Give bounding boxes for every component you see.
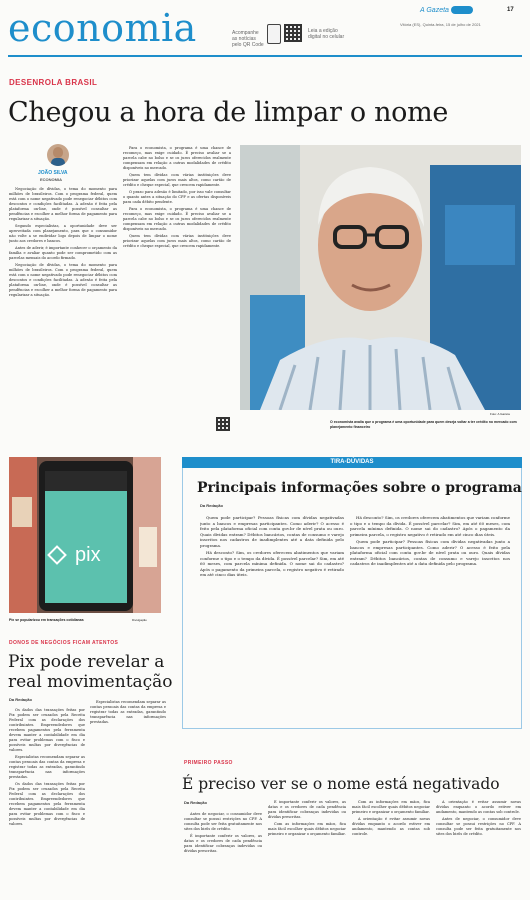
promo-text-2: Leia a edição digital no celular	[308, 28, 345, 40]
page-number: 17	[507, 7, 514, 13]
main-column-1	[9, 187, 117, 437]
bottom-column-2	[268, 800, 346, 900]
date-line: Vitória (ES), Quinta-feira, 15 de julho de 2021	[400, 22, 481, 27]
paragraph: Há desconto? Sim, os credores oferecem abatimentos que variam conforme o tipo e o tempo da dívida. É possível parcelar? Sim, em até 60 meses, com parcela mínima definida. O nome sai do cadastro? Após o pagamento da primeira parcela, o registro negativo é retirado em até cinco dias úteis.	[350, 515, 510, 537]
phone-icon	[267, 24, 281, 44]
pix-byline: Da Redação	[9, 697, 32, 702]
qr-code	[216, 417, 230, 431]
pix-column-1	[9, 708, 85, 900]
main-column-2	[123, 146, 231, 414]
paragraph: Os dados das transações feitas por Pix podem ser cruzados pela Receita Federal com as declarações dos contribuintes. Empreendedores que recebem pagamentos pela ferramenta devem manter a contabilidade em dia para evitar problemas com o fisco e possíveis multas por divergências de valores.	[9, 782, 85, 826]
paragraph: É importante conferir os valores, as datas e os credores de cada pendência para identificar cobranças indevidas ou dívidas prescritas.	[268, 800, 346, 819]
paragraph: Segundo especialistas, a oportunidade deve ser aproveitada com planejamento, para que o consumidor não volte a se endividar logo depois de limpar o nome junto aos credores e bancos.	[9, 224, 117, 243]
paragraph: Com as informações em mãos, fica mais fácil escolher quais débitos negociar primeiro e organizar o orçamento familiar.	[268, 822, 346, 836]
bottom-headline: É preciso ver se o nome está negativado	[182, 775, 500, 793]
paragraph: Quem tem dívidas com várias instituições deve priorizar aquelas com juros mais altos, como cartão de crédito e cheque especial, que crescem rapidamente.	[123, 234, 231, 248]
main-headline: Chegou a hora de limpar o nome	[8, 97, 449, 128]
bottom-column-3	[352, 800, 430, 900]
brand-badge-icon	[451, 6, 473, 14]
pix-photo-credit: Divulgação	[132, 618, 147, 622]
paragraph: Quem pode participar? Pessoas físicas com dívidas negativadas junto a bancos e empresas participantes. Como aderir? O acesso é feito pela plataforma oficial com conta gov.br de nível prata ou ouro. Quais dívidas entram? Débitos bancários, contas de consumo e varejo inscritos nos cadastros de inadimplentes até a data definida pelo programa.	[200, 515, 344, 548]
paragraph: Antes de aderir, é importante conhecer o orçamento da família e avaliar quanto pode ser comprometido com as parcelas mensais do acordo firmado.	[9, 246, 117, 260]
paragraph: Para o economista, o programa é uma chance de recomeço, mas exige cuidado. É preciso avaliar se a parcela cabe no bolso e se os juros oferecidos realmente compensam em relação a outras modalidades de crédito disponíveis no mercado.	[123, 207, 231, 231]
main-photo	[240, 145, 521, 410]
pix-kicker: DONOS DE NEGÓCIOS FICAM ATENTOS	[9, 640, 119, 646]
brand-name: A Gazeta	[420, 6, 449, 14]
paragraph: Negociação de dívidas, o tema do momento para milhões de brasileiros. Com o programa federal, quem está com o nome negativado pode renegociar débitos com descontos e condições facilitadas. A adesão é feita pela plataforma on-line, onde é possível consultar as pendências e escolher a melhor forma de pagamento para regularizar a situação.	[9, 187, 117, 221]
bottom-kicker: PRIMEIRO PASSO	[184, 760, 233, 766]
paragraph: Especialistas recomendam separar as contas pessoais das contas da empresa e registrar todas as entradas, garantindo transparência nas informações prestadas.	[90, 700, 166, 724]
paragraph: Com as informações em mãos, fica mais fácil escolher quais débitos negociar primeiro e organizar o orçamento familiar.	[352, 800, 430, 814]
paragraph: O prazo para adesão é limitado, por isso vale consultar o quanto antes a situação do CPF e as ofertas disponíveis para cada débito pendente.	[123, 190, 231, 204]
paragraph: Quem tem dívidas com várias instituições deve priorizar aquelas com juros mais altos, como cartão de crédito e cheque especial, que crescem rapidamente.	[123, 173, 231, 187]
paragraph: Os dados das transações feitas por Pix podem ser cruzados pela Receita Federal com as declarações dos contribuintes. Empreendedores que recebem pagamentos pela ferramenta devem manter a contabilidade em dia para evitar problemas com o fisco e possíveis multas por divergências de valores.	[9, 708, 85, 752]
author-name: JOÃO SILVA	[38, 170, 68, 176]
paragraph: Quem pode participar? Pessoas físicas com dívidas negativadas junto a bancos e empresas participantes. Como aderir? O acesso é feito pela plataforma oficial com conta gov.br de nível prata ou ouro. Quais dívidas entram? Débitos bancários, contas de consumo e varejo inscritos nos cadastros de inadimplentes até a data definida pelo programa.	[350, 539, 510, 566]
paragraph: É importante conferir os valores, as datas e os credores de cada pendência para identificar cobranças indevidas ou dívidas prescritas.	[184, 834, 262, 853]
main-photo-credit: Foto: A Gazeta	[490, 412, 510, 416]
pix-column-2	[90, 700, 166, 744]
bottom-column-1	[184, 812, 262, 900]
main-photo-caption: O economista avalia que o programa é uma oportunidade para quem deseja voltar a ter crédito no mercado com planejamento financeiro	[330, 420, 517, 429]
paragraph: A orientação é evitar assumir novas dívidas enquanto o acordo estiver em andamento, mantendo as contas sob controle.	[352, 817, 430, 836]
info-box-byline: Da Redação	[200, 503, 223, 508]
bottom-column-4	[436, 800, 521, 900]
pix-photo	[9, 457, 161, 613]
masthead-promo	[232, 22, 352, 48]
info-box-headline: Principais informações sobre o programa	[197, 480, 522, 496]
paragraph: Antes de negociar, o consumidor deve consultar se possui restrições no CPF. A consulta pode ser feita gratuitamente nos sites dos birôs de crédito.	[436, 817, 521, 836]
paragraph: Para o economista, o programa é uma chance de recomeço, mas exige cuidado. É preciso avaliar se a parcela cabe no bolso e se os juros oferecidos realmente compensam em relação a outras modalidades de crédito disponíveis no mercado.	[123, 146, 231, 170]
paragraph: Antes de negociar, o consumidor deve consultar se possui restrições no CPF. A consulta pode ser feita gratuitamente nos sites dos birôs de crédito.	[184, 812, 262, 831]
pix-photo-caption: Pix se popularizou em transações cotidianas	[9, 618, 84, 622]
author-avatar	[47, 144, 69, 166]
brand-logo	[420, 6, 473, 14]
author-role: ECONOMIA	[40, 177, 62, 182]
qr-code	[284, 24, 302, 42]
info-column-1	[200, 515, 344, 725]
paragraph: A orientação é evitar assumir novas dívidas enquanto o acordo estiver em andamento, mantendo as contas sob controle.	[436, 800, 521, 814]
info-box-label: TIRA-DÚVIDAS	[182, 457, 522, 468]
main-kicker: DESENROLA BRASIL	[9, 78, 98, 87]
svg-text:pix: pix	[75, 544, 101, 566]
info-column-2	[350, 515, 510, 725]
paragraph: Especialistas recomendam separar as contas pessoais das contas da empresa e registrar todas as entradas, garantindo transparência nas informações prestadas.	[9, 755, 85, 779]
section-title: economia	[8, 6, 197, 50]
promo-text-1: Acompanhe as notícias pelo QR Code	[232, 30, 264, 48]
paragraph: Há desconto? Sim, os credores oferecem abatimentos que variam conforme o tipo e o tempo da dívida. É possível parcelar? Sim, em até 60 meses, com parcela mínima definida. O nome sai do cadastro? Após o pagamento da primeira parcela, o registro negativo é retirado em até cinco dias úteis.	[200, 550, 344, 577]
bottom-byline: Da Redação	[184, 800, 207, 805]
paragraph: Negociação de dívidas, o tema do momento para milhões de brasileiros. Com o programa federal, quem está com o nome negativado pode renegociar débitos com descontos e condições facilitadas. A adesão é feita pela plataforma on-line, onde é possível consultar as pendências e escolher a melhor forma de pagamento para regularizar a situação.	[9, 263, 117, 297]
masthead-rule	[8, 55, 522, 57]
pix-headline: Pix pode revelar a real movimentação	[8, 652, 173, 692]
